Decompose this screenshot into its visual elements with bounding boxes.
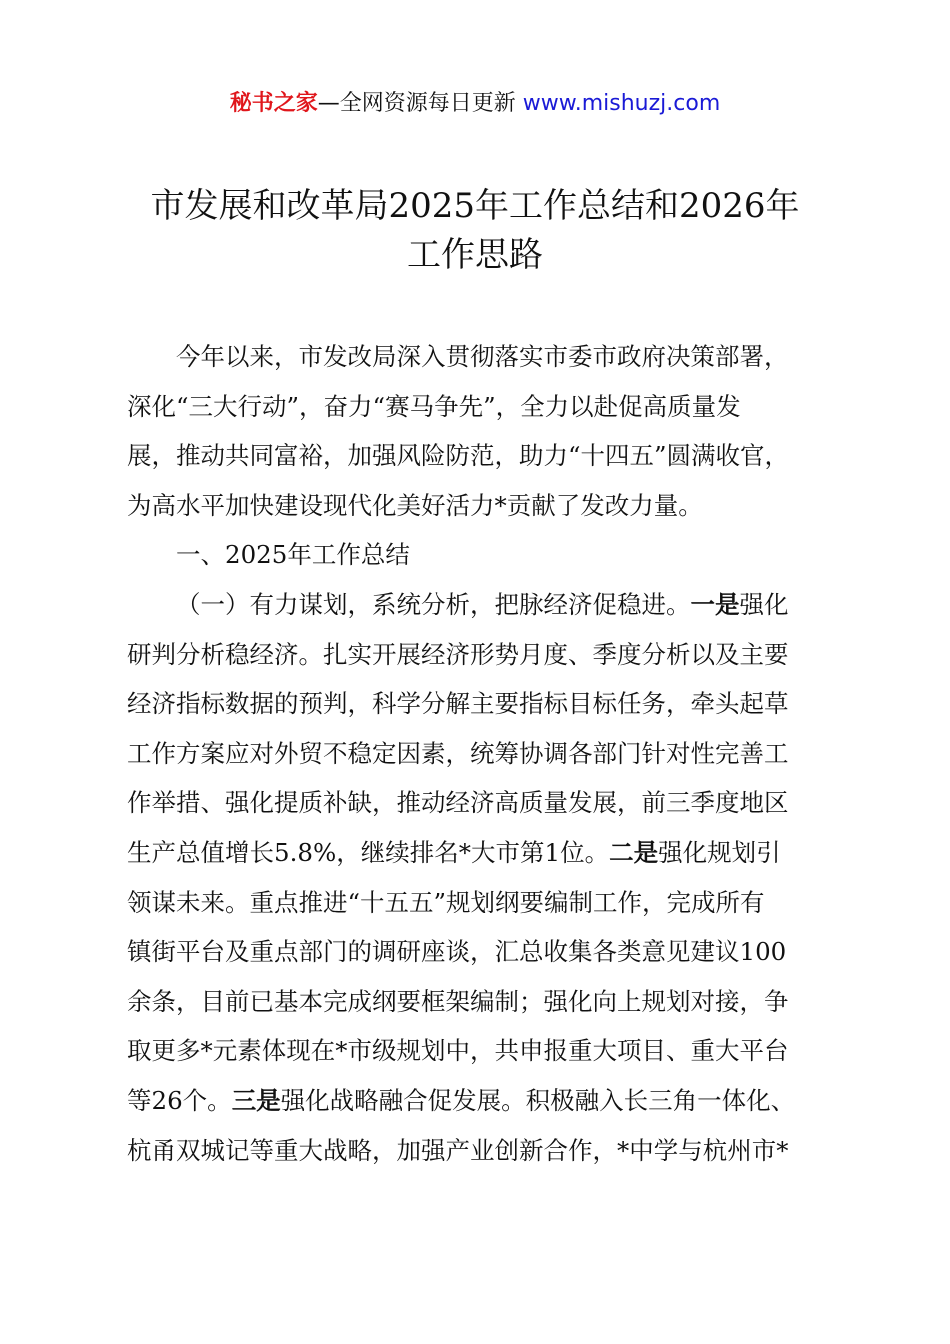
document-body [127, 332, 857, 1175]
subsection-line [127, 580, 857, 630]
item-marker-2: 二是 [609, 837, 659, 867]
site-tagline: —全网资源每日更新 [317, 91, 523, 116]
intro-line: 今年以来，市发改局深入贯彻落实市委市政府决策部署， [176, 342, 789, 371]
subsection-heading: （一）有力谋划，系统分析，把脉经济促稳进。 [176, 589, 691, 619]
document-title [100, 182, 850, 280]
intro-line: 深化“三大行动”，奋力“赛马争先”，全力以赴促高质量发 [127, 391, 741, 421]
body-text: 强化 [739, 589, 789, 619]
body-text: 强化战略融合促发展。积极融入长三角一体化、 [280, 1085, 796, 1115]
body-text: 生产总值增长5.8%，继续排名*大市第1位。 [127, 837, 610, 867]
body-line: 余条，目前已基本完成纲要框架编制；强化向上规划对接，争 [127, 986, 789, 1016]
title-line-1: 市发展和改革局2025年工作总结和2026年 [150, 186, 800, 226]
site-brand: 秘书之家 [229, 91, 318, 116]
body-line [127, 1076, 857, 1126]
body-line: 作举措、强化提质补缺，推动经济高质量发展，前三季度地区 [127, 788, 789, 818]
body-line: 杭甬双城记等重大战略，加强产业创新合作，*中学与杭州市* [127, 1135, 789, 1165]
title-line-2: 工作思路 [407, 235, 543, 275]
site-url-link[interactable]: www.mishuzj.com [522, 91, 721, 116]
body-line: 取更多*元素体现在*市级规划中，共申报重大项目、重大平台 [127, 1036, 789, 1066]
body-text: 强化规划引 [658, 837, 781, 867]
site-header [0, 88, 950, 120]
intro-line: 展，推动共同富裕，加强风险防范，助力“十四五”圆满收官， [127, 441, 790, 471]
body-line: 领谋未来。重点推进“十五五”规划纲要编制工作，完成所有 [127, 887, 765, 917]
body-line: 镇街平台及重点部门的调研座谈，汇总收集各类意见建议100 [127, 937, 787, 967]
body-line: 研判分析稳经济。扎实开展经济形势月度、季度分析以及主要 [127, 639, 789, 669]
section-heading: 一、2025年工作总结 [176, 540, 410, 570]
body-line: 经济指标数据的预判，科学分解主要指标目标任务，牵头起草 [127, 689, 789, 719]
body-line: 工作方案应对外贸不稳定因素，统筹协调各部门针对性完善工 [127, 738, 789, 768]
item-marker-1: 一是 [690, 589, 740, 619]
body-line [127, 828, 857, 878]
item-marker-3: 三是 [231, 1085, 281, 1115]
body-text: 等26个。 [127, 1085, 232, 1115]
intro-line: 为高水平加快建设现代化美好活力*贡献了发改力量。 [127, 490, 703, 520]
